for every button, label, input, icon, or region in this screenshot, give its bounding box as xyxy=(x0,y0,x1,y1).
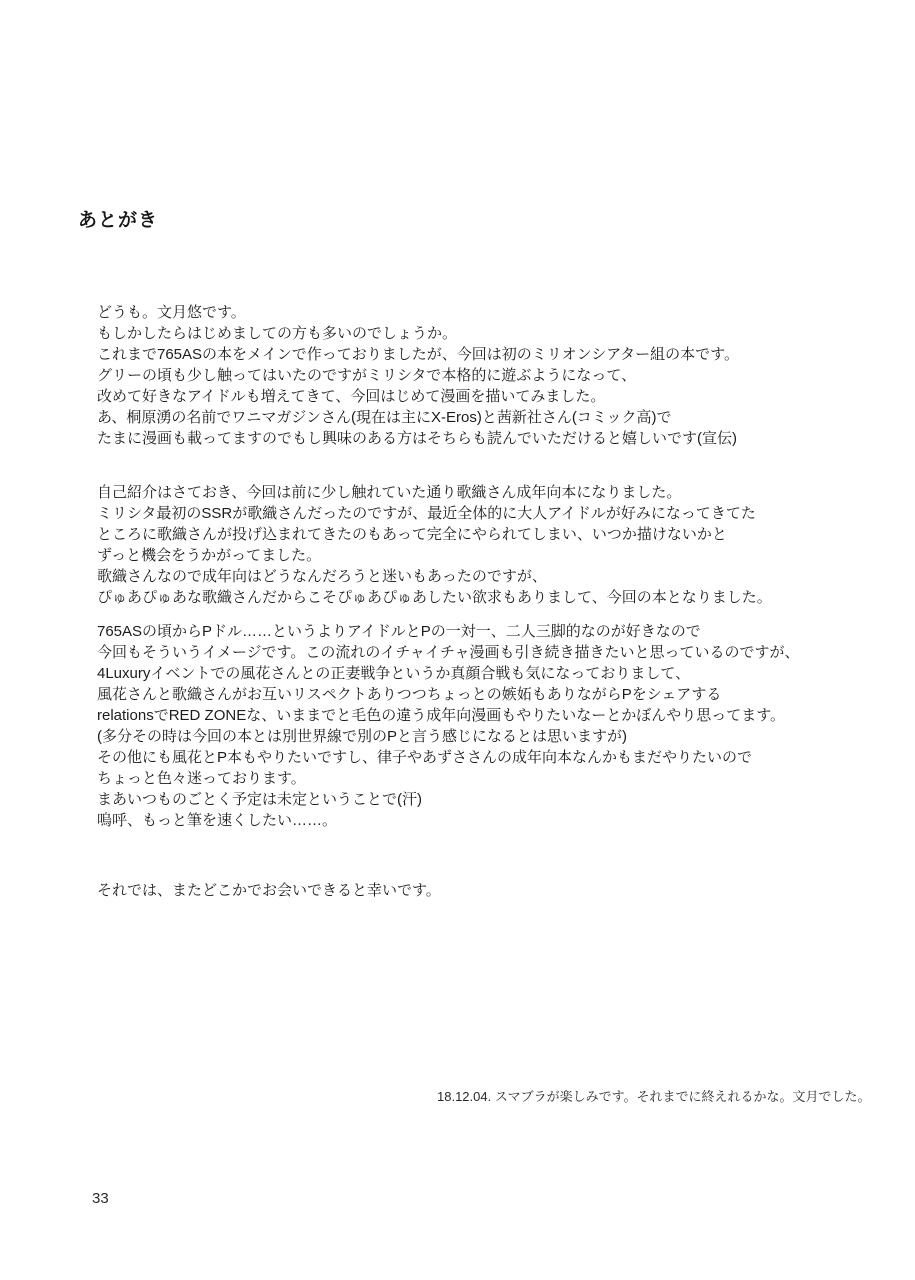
text-line: ぴゅあぴゅあな歌織さんだからこそぴゅあぴゅあしたい欲求もありまして、今回の本となりました。 xyxy=(97,589,772,606)
paragraph-future-plans xyxy=(97,621,799,831)
closing-line: それでは、またどこかでお会いできると幸いです。 xyxy=(97,882,441,899)
page-title: あとがき xyxy=(78,210,159,231)
text-line: その他にも風花とP本もやりたいですし、律子やあずささんの成年向本なんかもまだやりたいので xyxy=(97,749,753,766)
text-line: 風花さんと歌織さんがお互いリスペクトありつつちょっとの嫉妬もありながらPをシェアする xyxy=(97,686,722,703)
paragraph-intro xyxy=(97,302,739,449)
text-line: もしかしたらはじめましての方も多いのでしょうか。 xyxy=(97,325,458,342)
text-line: 改めて好きなアイドルも増えてきて、今回はじめて漫画を描いてみました。 xyxy=(97,388,606,405)
text-line: ずっと機会をうかがってました。 xyxy=(97,547,322,564)
text-line: グリーの頃も少し触ってはいたのですがミリシタで本格的に遊ぶようになって、 xyxy=(97,367,637,384)
text-line: あ、桐原湧の名前でワニマガジンさん(現在は主にX-Eros)と茜新社さん(コミック高)で xyxy=(97,409,672,426)
text-line: (多分その時は今回の本とは別世界線で別のPと言う感じになるとは思いますが) xyxy=(97,728,627,745)
text-line: 4Luxuryイベントでの風花さんとの正妻戦争というか真顔合戦も気になっておりまして、 xyxy=(97,665,691,682)
text-line: どうも。文月悠です。 xyxy=(97,304,246,321)
text-line: relationsでRED ZONEな、いままでと毛色の違う成年向漫画もやりたいなーとかぼんやり思ってます。 xyxy=(97,707,786,724)
text-line: まあいつものごとく予定は未定ということで(汗) xyxy=(97,791,422,808)
text-line: ところに歌織さんが投げ込まれてきたのもあって完全にやられてしまい、いつか描けないかと xyxy=(97,526,727,543)
date-signature-note: 18.12.04. スマブラが楽しみです。それまでに終えれるかな。文月でした。 xyxy=(437,1089,871,1104)
text-line: 嗚呼、もっと筆を速くしたい……。 xyxy=(97,812,338,829)
text-line: 765ASの頃からPドル……というよりアイドルとPの一対一、二人三脚的なのが好きなので xyxy=(97,623,701,640)
text-line: 歌織さんなので成年向はどうなんだろうと迷いもあったのですが、 xyxy=(97,568,547,585)
paragraph-about-book xyxy=(97,482,772,608)
text-line: たまに漫画も載ってますのでもし興味のある方はそちらも読んでいただけると嬉しいです(宣伝) xyxy=(97,430,737,447)
text-line: 自己紹介はさておき、今回は前に少し触れていた通り歌織さん成年向本になりました。 xyxy=(97,484,682,501)
text-line: これまで765ASの本をメインで作っておりましたが、今回は初のミリオンシアター組の本です。 xyxy=(97,346,739,363)
text-line: 今回もそういうイメージです。この流れのイチャイチャ漫画も引き続き描きたいと思っているのですが、 xyxy=(97,644,800,661)
text-line: ちょっと色々迷っております。 xyxy=(97,770,306,787)
page-number: 33 xyxy=(92,1190,109,1207)
text-line: ミリシタ最初のSSRが歌織さんだったのですが、最近全体的に大人アイドルが好みになってきてた xyxy=(97,505,756,522)
